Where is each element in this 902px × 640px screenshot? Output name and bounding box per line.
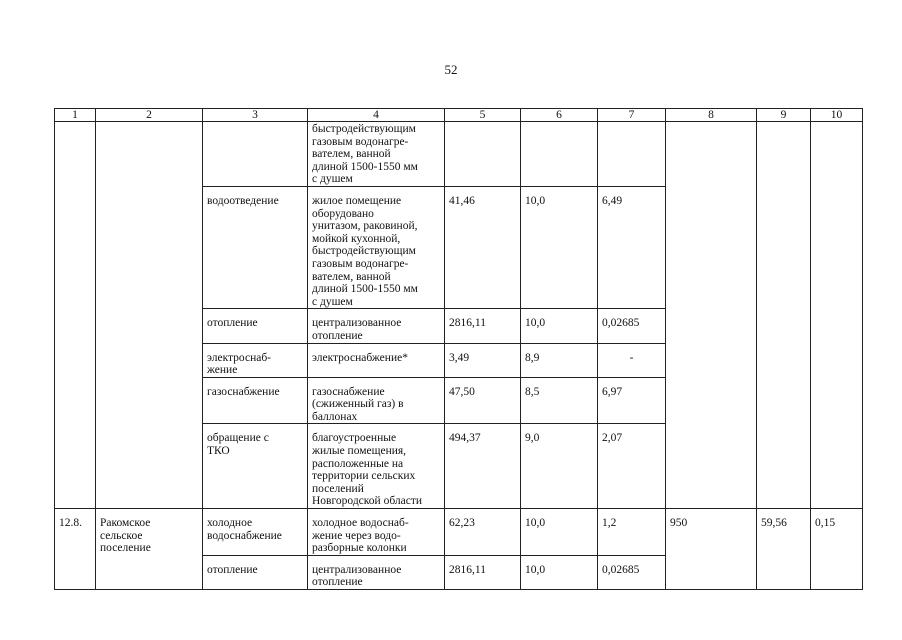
value-cell: 9,0 [521, 424, 598, 509]
value-cell: 494,37 [445, 424, 521, 509]
description-cell: электроснабжение* [308, 343, 445, 377]
header-cell: 5 [445, 109, 521, 122]
value-cell: 2816,11 [445, 555, 521, 589]
value-cell: 1,2 [598, 509, 666, 556]
value-cell: - [598, 343, 666, 377]
value-cell [598, 122, 666, 187]
description-cell: быстродействующим газовым водонагре- вателем, ванной длиной 1500-1550 мм с душем [308, 122, 445, 187]
value-cell: 10,0 [521, 186, 598, 308]
value-cell: 41,46 [445, 186, 521, 308]
header-cell: 10 [811, 109, 863, 122]
value-cell: 950 [666, 509, 757, 590]
service-cell: водоотведение [203, 186, 308, 308]
value-cell [666, 122, 757, 509]
value-cell [811, 122, 863, 509]
page-number: 52 [444, 62, 458, 77]
header-cell: 8 [666, 109, 757, 122]
value-cell: 2816,11 [445, 309, 521, 343]
value-cell: 10,0 [521, 509, 598, 556]
value-cell: 8,9 [521, 343, 598, 377]
value-cell: 62,23 [445, 509, 521, 556]
value-cell: 0,02685 [598, 309, 666, 343]
value-cell: 10,0 [521, 309, 598, 343]
description-cell: холодное водоснаб- жение через водо- разборные колонки [308, 509, 445, 556]
tariff-table [54, 108, 863, 590]
header-cell: 6 [521, 109, 598, 122]
value-cell: 10,0 [521, 555, 598, 589]
settlement-name-cell [96, 122, 203, 509]
service-cell: отопление [203, 309, 308, 343]
settlement-number-cell [55, 122, 96, 509]
description-cell: благоустроенные жилые помещения, расположенные на территории сельских поселений Новгородской области [308, 424, 445, 509]
value-cell: 2,07 [598, 424, 666, 509]
service-cell: отопление [203, 555, 308, 589]
value-cell: 0,02685 [598, 555, 666, 589]
value-cell: 3,49 [445, 343, 521, 377]
value-cell: 0,15 [811, 509, 863, 590]
description-cell: централизованное отопление [308, 309, 445, 343]
header-cell: 9 [757, 109, 811, 122]
value-cell: 47,50 [445, 377, 521, 424]
service-cell: обращение с ТКО [203, 424, 308, 509]
value-cell: 6,49 [598, 186, 666, 308]
value-cell: 59,56 [757, 509, 811, 590]
value-cell: 6,97 [598, 377, 666, 424]
description-cell: газоснабжение (сжиженный газ) в баллонах [308, 377, 445, 424]
header-cell: 2 [96, 109, 203, 122]
service-cell [203, 122, 308, 187]
value-cell [445, 122, 521, 187]
header-row [55, 109, 863, 122]
table-row [55, 509, 863, 556]
value-cell: 8,5 [521, 377, 598, 424]
header-cell: 3 [203, 109, 308, 122]
settlement-number-cell: 12.8. [55, 509, 96, 590]
settlement-name-cell: Ракомское сельское поселение [96, 509, 203, 590]
header-cell: 7 [598, 109, 666, 122]
value-cell [757, 122, 811, 509]
value-cell [521, 122, 598, 187]
service-cell: газоснабжение [203, 377, 308, 424]
service-cell: электроснаб- жение [203, 343, 308, 377]
table-row [55, 122, 863, 187]
header-cell: 4 [308, 109, 445, 122]
description-cell: жилое помещение оборудовано унитазом, раковиной, мойкой кухонной, быстродействующим газовым водонагре- вателем, ванной длиной 1500-1550 мм с душем [308, 186, 445, 308]
service-cell: холодное водоснабжение [203, 509, 308, 556]
description-cell: централизованное отопление [308, 555, 445, 589]
header-cell: 1 [55, 109, 96, 122]
